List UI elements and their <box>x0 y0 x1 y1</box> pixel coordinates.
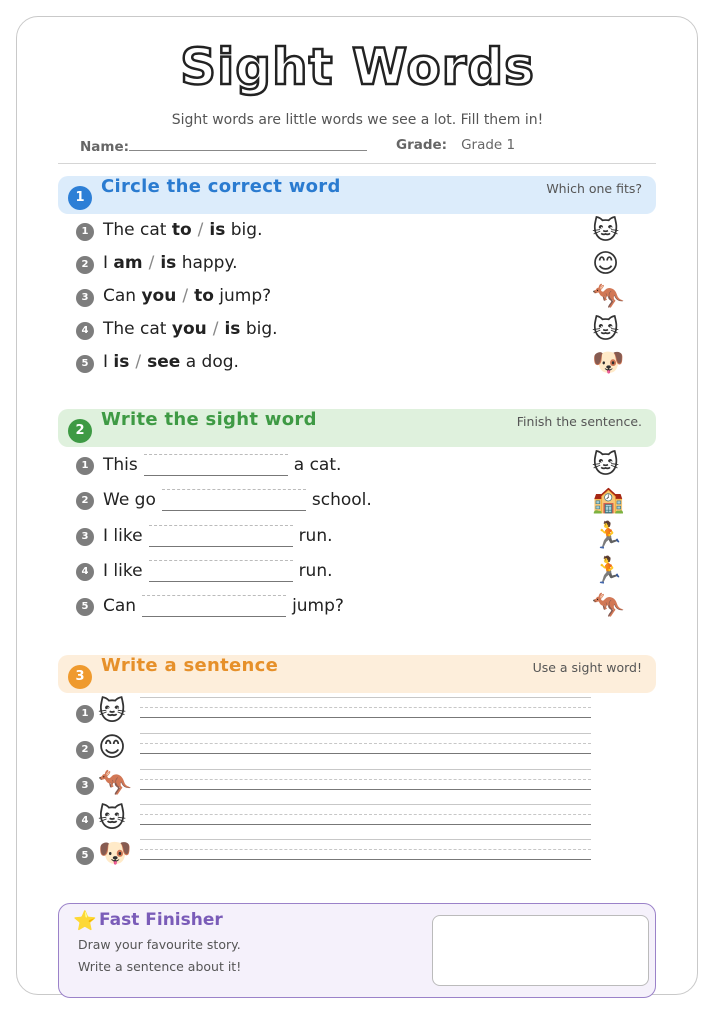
fast-finisher-box <box>58 903 656 998</box>
item-number: 5 <box>76 847 94 865</box>
word-choice-b[interactable]: to <box>194 286 214 306</box>
sentence-end: a dog. <box>180 352 239 372</box>
grade-label: Grade: <box>396 137 448 153</box>
writing-lines[interactable] <box>140 804 591 828</box>
section-heading: Write a sentence <box>101 655 279 676</box>
section-1-header <box>58 176 656 214</box>
item-number: 2 <box>76 492 94 510</box>
list-item <box>76 216 636 246</box>
section-hint: Finish the sentence. <box>516 414 642 429</box>
sentence-start: I like <box>103 526 143 546</box>
section-number: 1 <box>68 186 92 210</box>
kangaroo-icon: 🦘 <box>592 282 625 312</box>
sentence-end: big. <box>225 220 263 240</box>
word-choice-b[interactable]: see <box>147 352 181 372</box>
writing-lines[interactable] <box>140 839 591 863</box>
sentence <box>103 525 333 547</box>
item-number: 5 <box>76 355 94 373</box>
answer-blank[interactable] <box>149 525 293 547</box>
section-number: 3 <box>68 665 92 689</box>
name-field[interactable] <box>129 137 367 151</box>
list-item <box>76 804 596 838</box>
sentence-end: school. <box>311 490 372 510</box>
word-choice-a[interactable]: am <box>113 253 143 273</box>
sentence-end: run. <box>298 561 333 581</box>
word-choice-a[interactable]: is <box>113 352 130 372</box>
item-number: 3 <box>76 777 94 795</box>
sentence <box>103 286 271 306</box>
sentence <box>103 595 344 617</box>
answer-blank[interactable] <box>162 489 306 511</box>
divider <box>58 163 656 164</box>
section-hint: Use a sight word! <box>532 660 642 675</box>
answer-blank[interactable] <box>144 454 288 476</box>
list-item <box>76 485 636 515</box>
list-item <box>76 839 596 873</box>
sentence-start: Can <box>103 596 137 616</box>
word-choice-b[interactable]: is <box>209 220 226 240</box>
sentence <box>103 560 333 582</box>
sentence <box>103 454 341 476</box>
section-3-header <box>58 655 656 693</box>
sentence-start: I like <box>103 561 143 581</box>
list-item <box>76 769 596 803</box>
item-number: 3 <box>76 289 94 307</box>
slash: / <box>148 253 155 273</box>
cat-face-icon: 🐱 <box>98 696 127 727</box>
fast-finisher-line-2: Write a sentence about it! <box>78 959 242 974</box>
list-item <box>76 521 636 551</box>
list-item <box>76 348 636 378</box>
writing-lines[interactable] <box>140 769 591 793</box>
sentence-start: We go <box>103 490 156 510</box>
subtitle: Sight words are little words we see a lot. Fill them in! <box>171 112 544 128</box>
kangaroo-icon: 🦘 <box>592 591 625 621</box>
sentence-start: I <box>103 352 114 372</box>
grade-row <box>396 137 515 153</box>
slash: / <box>135 352 142 372</box>
kangaroo-icon: 🦘 <box>98 768 132 799</box>
word-choice-b[interactable]: is <box>160 253 177 273</box>
page-title: Sight Words <box>180 38 535 96</box>
word-choice-a[interactable]: you <box>141 286 177 306</box>
section-number: 2 <box>68 419 92 443</box>
word-choice-a[interactable]: you <box>171 319 207 339</box>
drawing-box[interactable] <box>432 915 649 986</box>
smiley-icon: 😊 <box>98 732 127 763</box>
cat-face-icon: 🐱 <box>98 803 127 834</box>
sentence-start: Can <box>103 286 142 306</box>
sentence-end: jump? <box>213 286 272 306</box>
sentence-start: The cat <box>103 319 172 339</box>
cat-face-icon: 🐱 <box>592 450 620 480</box>
runner-icon: 🏃 <box>592 556 625 586</box>
answer-blank[interactable] <box>142 595 286 617</box>
list-item <box>76 697 596 731</box>
smiley-icon: 😊 <box>592 249 620 279</box>
list-item <box>76 450 636 480</box>
writing-lines[interactable] <box>140 697 591 721</box>
sentence-end: jump? <box>292 596 344 616</box>
item-number: 1 <box>76 223 94 241</box>
item-number: 4 <box>76 322 94 340</box>
sentence-start: This <box>103 455 138 475</box>
cat-face-icon: 🐱 <box>592 216 620 246</box>
sentence-start: The cat <box>103 220 172 240</box>
list-item <box>76 733 596 767</box>
runner-icon: 🏃 <box>592 521 625 551</box>
item-number: 4 <box>76 812 94 830</box>
word-choice-a[interactable]: to <box>171 220 192 240</box>
item-number: 2 <box>76 741 94 759</box>
dog-face-icon: 🐶 <box>592 348 625 378</box>
sentence-end: run. <box>298 526 333 546</box>
sentence-end: a cat. <box>293 455 342 475</box>
slash: / <box>197 220 204 240</box>
star-icon: ⭐ <box>73 910 97 932</box>
fast-finisher-heading: Fast Finisher <box>99 910 223 930</box>
list-item <box>76 315 636 345</box>
name-row <box>80 137 367 155</box>
section-heading: Write the sight word <box>101 409 317 430</box>
grade-value: Grade 1 <box>461 137 516 153</box>
section-heading: Circle the correct word <box>101 176 341 197</box>
answer-blank[interactable] <box>149 560 293 582</box>
sentence <box>103 352 239 372</box>
slash: / <box>212 319 219 339</box>
item-number: 1 <box>76 705 94 723</box>
item-number: 3 <box>76 528 94 546</box>
slash: / <box>182 286 189 306</box>
section-hint: Which one fits? <box>546 181 642 196</box>
list-item <box>76 591 636 621</box>
name-label: Name: <box>80 139 130 155</box>
list-item <box>76 249 636 279</box>
list-item <box>76 282 636 312</box>
sentence-end: big. <box>240 319 278 339</box>
sentence <box>103 253 238 273</box>
school-icon: 🏫 <box>592 485 625 515</box>
cat-face-icon: 🐱 <box>592 315 620 345</box>
word-choice-b[interactable]: is <box>224 319 241 339</box>
sentence <box>103 220 262 240</box>
list-item <box>76 556 636 586</box>
sentence <box>103 489 372 511</box>
dog-face-icon: 🐶 <box>98 838 132 869</box>
item-number: 4 <box>76 563 94 581</box>
sentence-end: happy. <box>176 253 238 273</box>
sentence <box>103 319 278 339</box>
sentence-start: I <box>103 253 114 273</box>
item-number: 2 <box>76 256 94 274</box>
item-number: 1 <box>76 457 94 475</box>
fast-finisher-line-1: Draw your favourite story. <box>78 937 241 952</box>
writing-lines[interactable] <box>140 733 591 757</box>
item-number: 5 <box>76 598 94 616</box>
section-2-header <box>58 409 656 447</box>
